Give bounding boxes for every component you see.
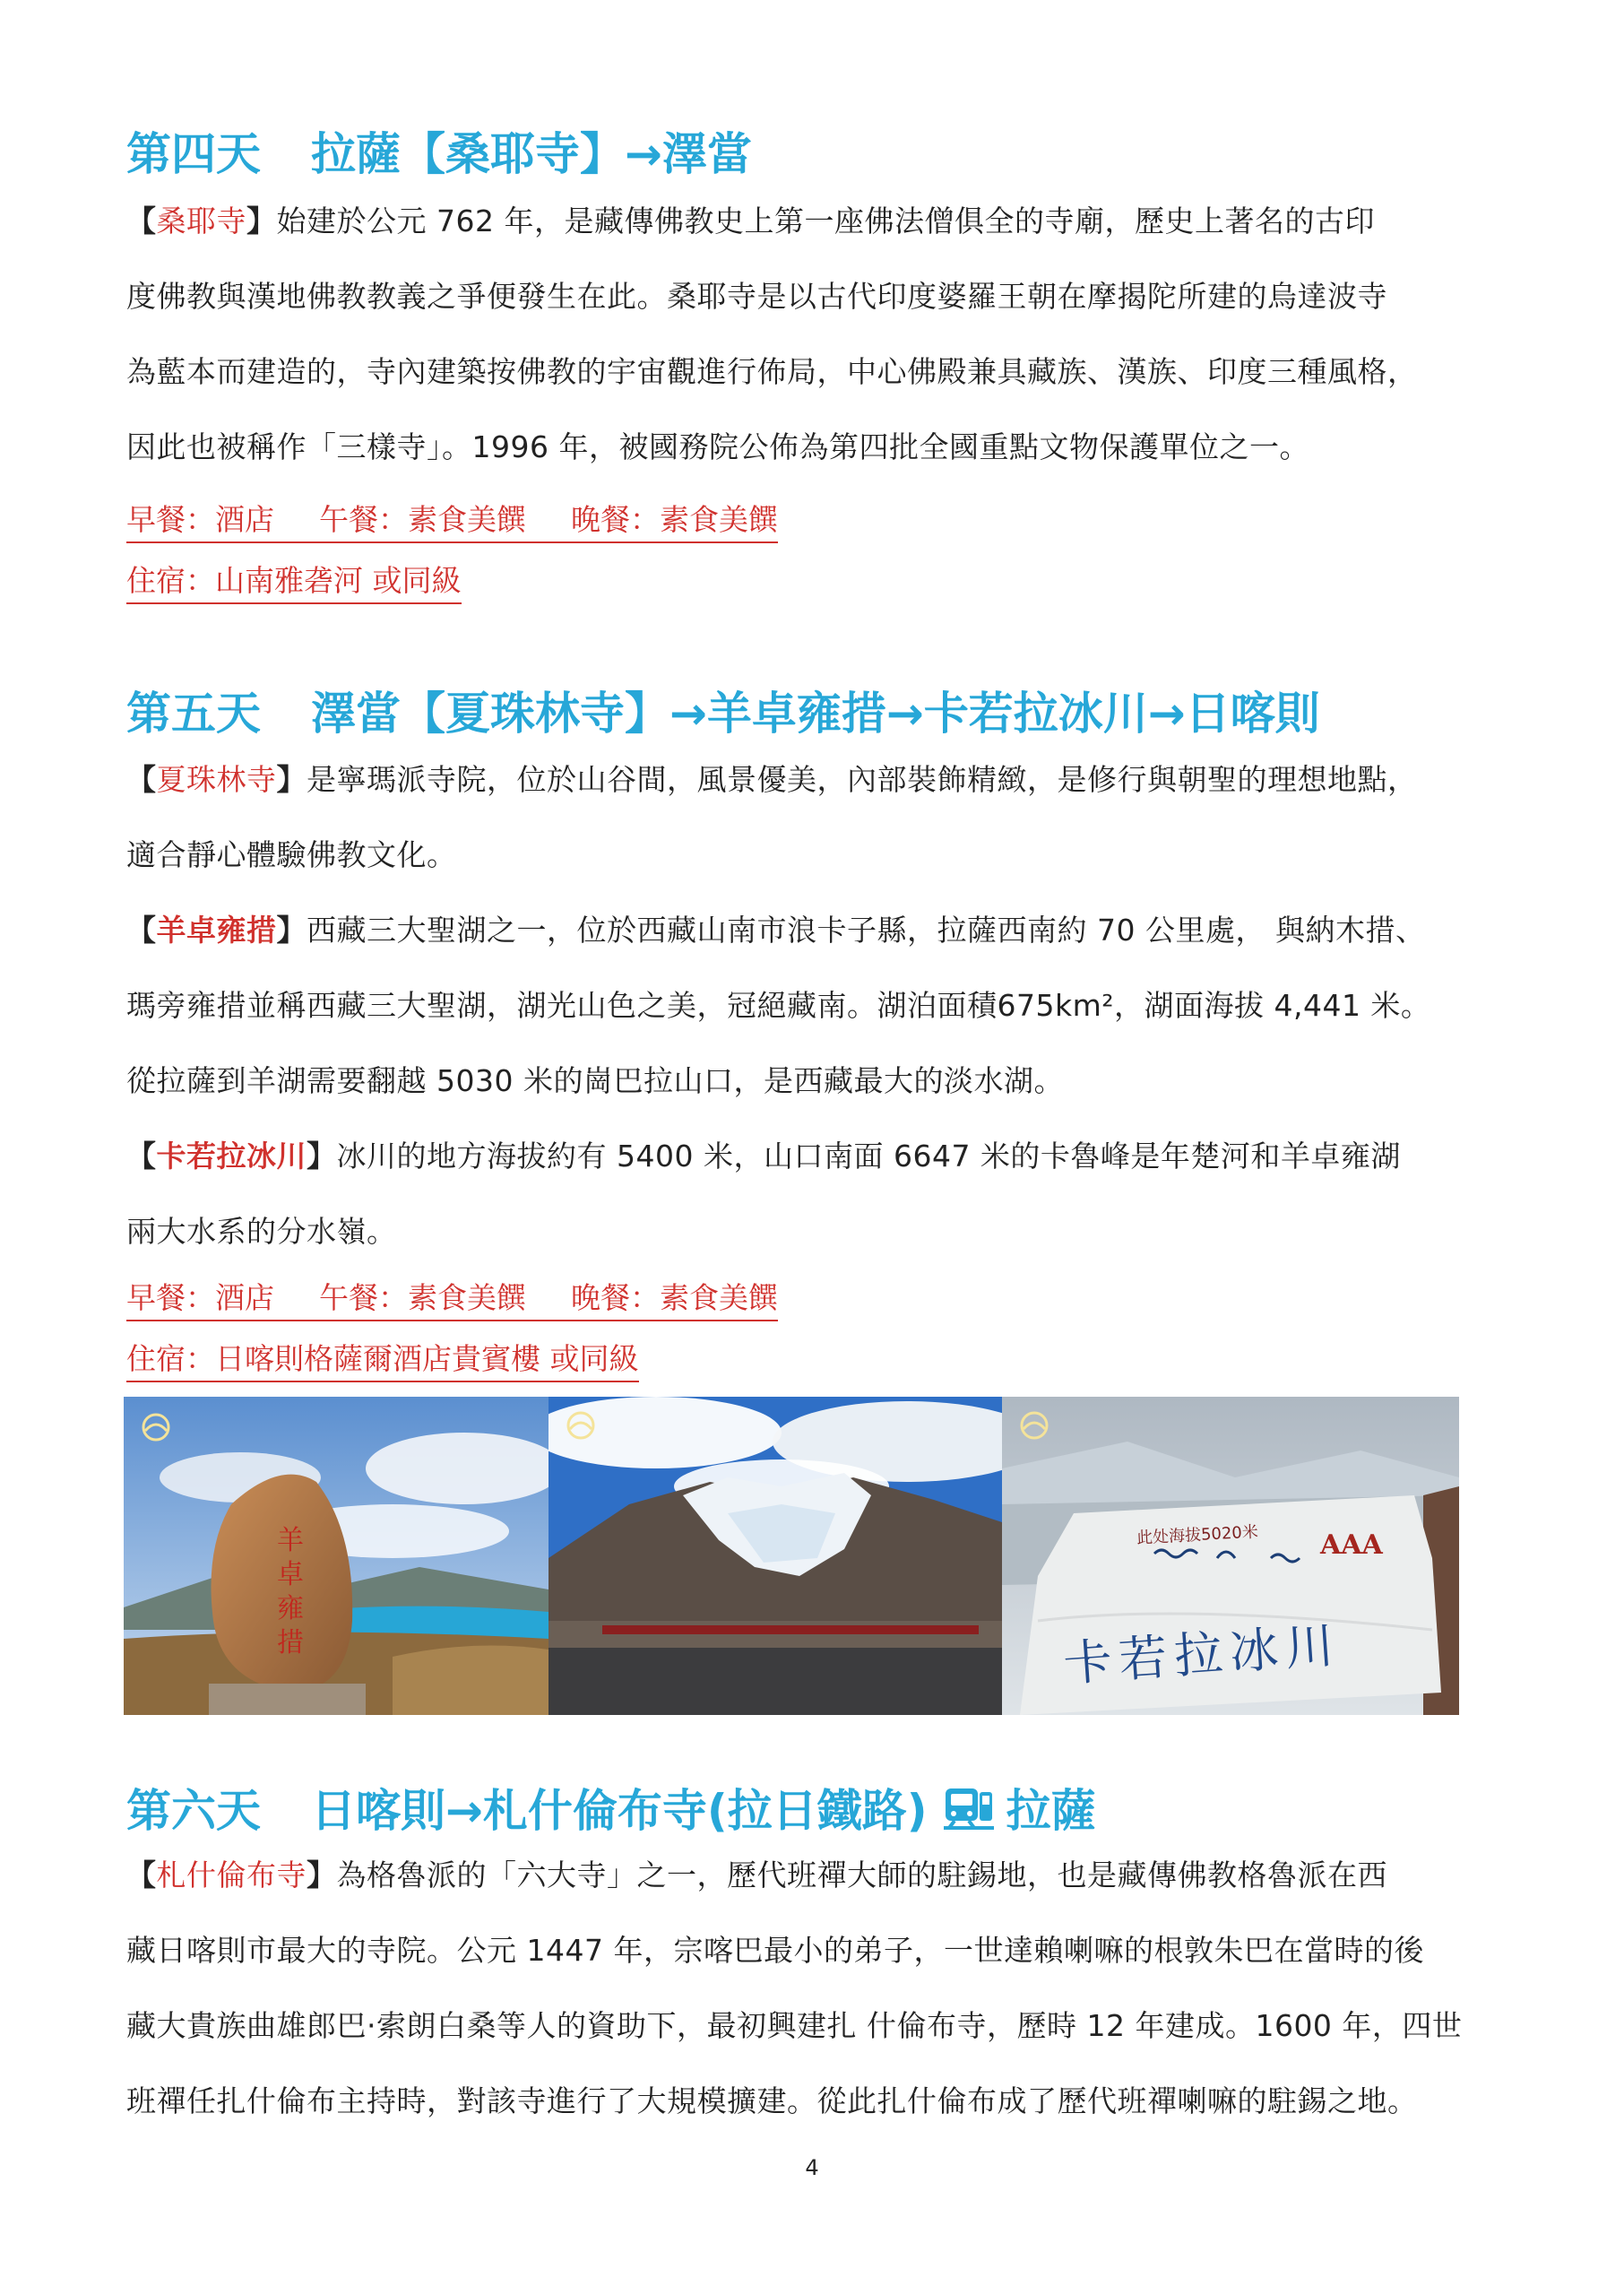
yamdrok-lake-image <box>124 1397 549 1715</box>
stone-engraving: 羊 卓 雍 措 <box>277 1525 304 1658</box>
glacier-sign-altitude: 此处海拔5020米 <box>1136 1522 1259 1548</box>
train-icon <box>942 1787 994 1845</box>
page-number: 4 <box>805 2155 819 2180</box>
day6-title-destination: 拉薩 <box>1006 1785 1096 1837</box>
day4-lodging: 住宿：山南雅砻河 或同級 <box>126 561 462 604</box>
day5-yamdrok-description: 【羊卓雍措】西藏三大聖湖之一，位於西藏山南市浪卡子縣，拉薩西南約 70 公里處， 與納木措、 瑪旁雍措並稱西藏三大聖湖，湖光山色之美，冠絕藏南。湖泊面積675km²，湖面海拔 4,441 米。 從拉薩到羊湖需要翻越 5030 米的崗巴拉山口，是西藏最大的淡水湖。 <box>126 913 1431 1098</box>
yamdrok-lake-name: 羊卓雍措 <box>156 913 277 948</box>
glacier-sign-rating: AAA <box>1320 1529 1383 1561</box>
samye-temple-name: 桑耶寺 <box>156 204 246 238</box>
day5-title <box>126 685 1320 742</box>
tashilhunpo-temple-name: 札什倫布寺 <box>156 1858 307 1892</box>
day5-photo-strip <box>124 1397 1459 1715</box>
day5-karola-description: 【卡若拉冰川】冰川的地方海拔約有 5400 米，山口南面 6647 米的卡魯峰是年楚河和羊卓雍湖 兩大水系的分水嶺。 <box>126 1139 1401 1249</box>
watermark-logo-icon <box>557 1404 604 1454</box>
day5-title-route: 澤當【夏珠林寺】→羊卓雍措→卡若拉冰川→日喀則 <box>311 688 1320 740</box>
shachulin-temple-name: 夏珠林寺 <box>156 762 277 797</box>
glacier-sign-name: 卡若拉冰川 <box>1061 1616 1343 1693</box>
karola-glacier-photo <box>549 1397 1002 1715</box>
day6-tashilhunpo-description: 【札什倫布寺】為格魯派的「六大寺」之一，歷代班禪大師的駐錫地，也是藏傳佛教格魯派在西 藏日喀則市最大的寺院。公元 1447 年，宗喀巴最小的弟子，一世達賴喇嘛的根敦朱巴在當時的後 藏大貴族曲雄郎巴·索朗白桑等人的資助下，最初興建扎 什倫布寺，歷時 12 年建成。1600 年，四世 班禪任扎什倫布主持時，對該寺進行了大規模擴建。從此扎什倫布成了歷代班禪喇嘛的駐錫之地。 <box>126 1858 1463 2118</box>
day5-shachulin-description: 【夏珠林寺】是寧瑪派寺院，位於山谷間，風景優美，內部裝飾精緻，是修行與朝聖的理想地點， 適合靜心體驗佛教文化。 <box>126 762 1418 872</box>
watermark-logo-icon <box>133 1406 179 1456</box>
day4-title-prefix: 第四天 <box>126 128 261 180</box>
day4-samye-description: 【桑耶寺】始建於公元 762 年，是藏傳佛教史上第一座佛法僧俱全的寺廟，歷史上著名的古印 度佛教與漢地佛教教義之爭便發生在此。桑耶寺是以古代印度婆羅王朝在摩揭陀所建的烏達波寺 為藍本而建造的，寺內建築按佛教的宇宙觀進行佈局，中心佛殿兼具藏族、漢族、印度三種風格， 因此也被稱作「三樣寺」。1996 年，被國務院公佈為第四批全國重點文物保護單位之一。 <box>126 204 1418 464</box>
yamdrok-lake-photo <box>124 1397 549 1715</box>
karola-glacier-image <box>549 1397 1002 1715</box>
day4-title <box>126 126 752 183</box>
day4-title-route: 拉薩【桑耶寺】→澤當 <box>311 128 752 180</box>
day6-title <box>126 1782 1096 1845</box>
day5-title-prefix: 第五天 <box>126 688 261 740</box>
day4-meals: 早餐：酒店 午餐：素食美饌 晚餐：素食美饌 <box>126 500 778 543</box>
karola-glacier-sign-photo <box>1002 1397 1459 1715</box>
day5-meals: 早餐：酒店 午餐：素食美饌 晚餐：素食美饌 <box>126 1278 778 1321</box>
watermark-logo-icon <box>1011 1404 1058 1454</box>
day6-title-route: 日喀則→札什倫布寺(拉日鐵路) <box>311 1785 928 1837</box>
karola-glacier-name: 卡若拉冰川 <box>156 1139 307 1173</box>
day5-lodging: 住宿：日喀則格薩爾酒店貴賓樓 或同級 <box>126 1339 639 1382</box>
day6-title-prefix: 第六天 <box>126 1785 261 1837</box>
